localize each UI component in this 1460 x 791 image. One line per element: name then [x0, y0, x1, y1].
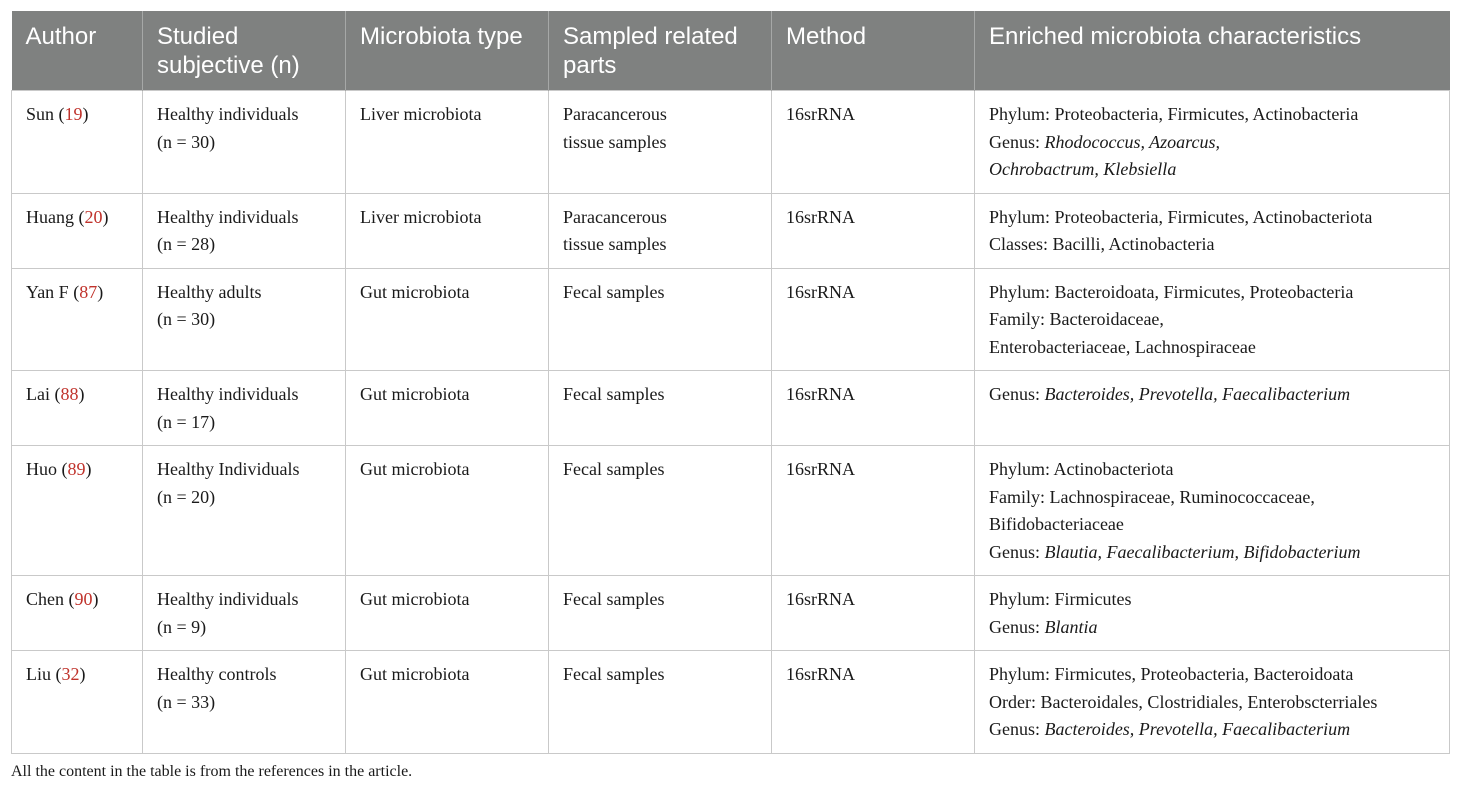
reference-link[interactable]: 32 [61, 664, 80, 684]
sampled-parts-cell [549, 371, 772, 446]
table-footnote: All the content in the table is from the references in the article. [11, 763, 413, 780]
table-header [12, 11, 1450, 91]
taxon-text: Phylum: Proteobacteria, Firmicutes, Actinobacteria [989, 104, 1359, 124]
method-cell [772, 446, 975, 576]
taxon-text: Genus: [989, 616, 1045, 637]
table-row [12, 268, 1450, 371]
method-cell [772, 193, 975, 268]
characteristics-line [989, 279, 1435, 307]
microbiota-type: Gut microbiota [360, 664, 470, 684]
taxon-text: Family: Lachnospiraceae, Ruminococcaceae, [989, 486, 1315, 507]
method: 16srRNA [786, 206, 856, 227]
microbiota-type: Gut microbiota [360, 384, 470, 404]
microbiota-type-cell [346, 193, 549, 268]
author-cell: Huang (20) [12, 193, 143, 268]
characteristics-line [989, 306, 1435, 334]
subject-line: (n = 33) [157, 691, 216, 712]
subject-line: (n = 17) [157, 411, 216, 432]
taxon-text: Phylum: Actinobacteriota [989, 459, 1174, 479]
method-cell [772, 91, 975, 194]
method: 16srRNA [786, 664, 856, 684]
characteristics-line [989, 539, 1435, 567]
subject-cell [143, 268, 346, 371]
characteristics-line [989, 156, 1435, 184]
microbiota-type: Liver microbiota [360, 206, 482, 227]
characteristics-line [989, 381, 1435, 409]
microbiota-type: Gut microbiota [360, 459, 470, 479]
characteristics-cell [975, 193, 1450, 268]
characteristics-cell [975, 268, 1450, 371]
microbiota-type: Gut microbiota [360, 589, 470, 609]
table-row [12, 91, 1450, 194]
table-row [12, 371, 1450, 446]
subject-line: (n = 30) [157, 309, 216, 329]
sampled-parts-line: Fecal samples [563, 384, 665, 404]
sampled-parts-line: tissue samples [563, 131, 667, 152]
taxon-text: Order: Bacteroidales, Clostridiales, Enterobscterriales [989, 691, 1378, 712]
sampled-parts-cell [549, 651, 772, 754]
taxon-text: Bifidobacteriaceae [989, 514, 1124, 534]
taxon-text: Genus: [989, 719, 1045, 739]
subject-cell [143, 193, 346, 268]
characteristics-line [989, 334, 1435, 362]
author-name: Chen [26, 589, 64, 609]
characteristics-line [989, 204, 1435, 232]
sampled-parts-line: tissue samples [563, 234, 667, 254]
taxon-italic: Blantia [1044, 616, 1098, 637]
table-row [12, 576, 1450, 651]
author-cell: Yan F (87) [12, 268, 143, 371]
method: 16srRNA [786, 589, 856, 609]
subject-line: (n = 28) [157, 234, 216, 254]
characteristics-line [989, 661, 1435, 689]
microbiota-type-cell [346, 91, 549, 194]
method: 16srRNA [786, 281, 856, 302]
taxon-italic: Ochrobactrum, Klebsiella [989, 159, 1177, 179]
subject-line: Healthy Individuals [157, 459, 300, 479]
microbiota-type-cell [346, 651, 549, 754]
reference-link[interactable]: 20 [84, 206, 103, 227]
microbiota-type-cell [346, 268, 549, 371]
taxon-text: Phylum: Bacteroidoata, Firmicutes, Proteobacteria [989, 281, 1354, 302]
method: 16srRNA [786, 384, 856, 404]
microbiota-type-cell [346, 371, 549, 446]
subject-line: Healthy individuals [157, 384, 299, 404]
subject-line: Healthy individuals [157, 589, 299, 609]
column-header-method: Method [772, 11, 975, 91]
microbiota-type-cell [346, 576, 549, 651]
subject-line: (n = 20) [157, 486, 216, 507]
author-cell: Liu (32) [12, 651, 143, 754]
sampled-parts-cell [549, 268, 772, 371]
column-header-sampled-parts: Sampled related parts [549, 11, 772, 91]
author-cell: Lai (88) [12, 371, 143, 446]
sampled-parts-line: Fecal samples [563, 589, 665, 609]
sampled-parts-cell [549, 446, 772, 576]
microbiota-table [11, 11, 1450, 754]
subject-cell [143, 651, 346, 754]
reference-link[interactable]: 88 [60, 384, 79, 404]
column-header-studied-subjective: Studied subjective (n) [143, 11, 346, 91]
table-row [12, 446, 1450, 576]
characteristics-line [989, 716, 1435, 744]
author-cell: Huo (89) [12, 446, 143, 576]
subject-cell [143, 91, 346, 194]
sampled-parts-line: Paracancerous [563, 206, 667, 227]
method: 16srRNA [786, 459, 856, 479]
reference-link[interactable]: 90 [74, 589, 93, 609]
method-cell [772, 576, 975, 651]
author-cell: Chen (90) [12, 576, 143, 651]
sampled-parts-line: Fecal samples [563, 459, 665, 479]
subject-line: Healthy adults [157, 281, 262, 302]
taxon-text: Genus: [989, 131, 1045, 152]
characteristics-line [989, 511, 1435, 539]
reference-link[interactable]: 89 [67, 459, 86, 479]
method-cell [772, 371, 975, 446]
table-row [12, 193, 1450, 268]
characteristics-cell [975, 446, 1450, 576]
characteristics-line [989, 456, 1435, 484]
author-name: Yan F [26, 281, 69, 302]
taxon-text: Family: Bacteroidaceae, [989, 309, 1164, 329]
characteristics-line [989, 689, 1435, 717]
author-cell: Sun (19) [12, 91, 143, 194]
method-cell [772, 268, 975, 371]
column-header-author: Author [12, 11, 143, 91]
author-name: Huo [26, 459, 57, 479]
header-row [12, 11, 1450, 91]
microbiota-type: Liver microbiota [360, 104, 482, 124]
sampled-parts-cell [549, 193, 772, 268]
characteristics-cell [975, 576, 1450, 651]
reference-link[interactable]: 19 [64, 104, 83, 124]
taxon-italic: Bacteroides, Prevotella, Faecalibacterium [1044, 719, 1351, 739]
taxon-text: Genus: [989, 541, 1045, 562]
taxon-italic: Bacteroides, Prevotella, Faecalibacterium [1044, 384, 1351, 404]
taxon-text: Genus: [989, 384, 1045, 404]
subject-line: Healthy individuals [157, 206, 299, 227]
method-cell [772, 651, 975, 754]
taxon-text: Phylum: Proteobacteria, Firmicutes, Actinobacteriota [989, 206, 1373, 227]
subject-line: (n = 9) [157, 616, 207, 637]
subject-cell [143, 446, 346, 576]
column-header-enriched-characteristics: Enriched microbiota characteristics [975, 11, 1450, 91]
table-container [11, 11, 1449, 754]
characteristics-line [989, 101, 1435, 129]
subject-line: (n = 30) [157, 131, 216, 152]
sampled-parts-line: Fecal samples [563, 664, 665, 684]
sampled-parts-cell [549, 576, 772, 651]
table-body [12, 91, 1450, 754]
column-header-microbiota-type: Microbiota type [346, 11, 549, 91]
method: 16srRNA [786, 104, 856, 124]
microbiota-type-cell [346, 446, 549, 576]
subject-cell [143, 371, 346, 446]
taxon-text: Enterobacteriaceae, Lachnospiraceae [989, 336, 1256, 357]
taxon-text: Phylum: Firmicutes, Proteobacteria, Bacteroidoata [989, 664, 1354, 684]
characteristics-line [989, 586, 1435, 614]
subject-line: Healthy controls [157, 664, 277, 684]
taxon-italic: Blautia, Faecalibacterium, Bifidobacterium [1044, 541, 1361, 562]
sampled-parts-line: Fecal samples [563, 281, 665, 302]
table-row [12, 651, 1450, 754]
taxon-italic: Rhodococcus, Azoarcus, [1044, 131, 1220, 152]
characteristics-line [989, 129, 1435, 157]
subject-cell [143, 576, 346, 651]
characteristics-cell [975, 371, 1450, 446]
author-name: Sun [26, 104, 55, 124]
author-name: Huang [26, 206, 74, 227]
characteristics-cell [975, 91, 1450, 194]
characteristics-line [989, 614, 1435, 642]
author-name: Liu [26, 664, 51, 684]
microbiota-type: Gut microbiota [360, 281, 470, 302]
taxon-text: Classes: Bacilli, Actinobacteria [989, 234, 1215, 254]
author-name: Lai [26, 384, 50, 404]
characteristics-line [989, 231, 1435, 259]
subject-line: Healthy individuals [157, 104, 299, 124]
sampled-parts-line: Paracancerous [563, 104, 667, 124]
reference-link[interactable]: 87 [79, 281, 98, 302]
characteristics-cell [975, 651, 1450, 754]
sampled-parts-cell [549, 91, 772, 194]
characteristics-line [989, 484, 1435, 512]
taxon-text: Phylum: Firmicutes [989, 589, 1132, 609]
